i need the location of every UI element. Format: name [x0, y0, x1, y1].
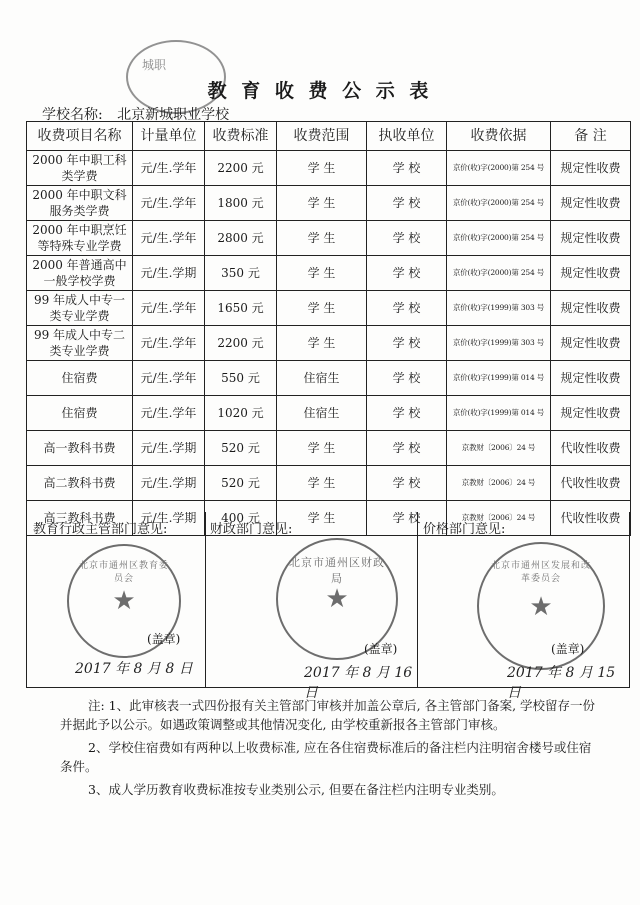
cell-basis: 京价(收)字(2000)第 254 号	[447, 221, 551, 256]
cell-scope: 住宿生	[277, 396, 367, 431]
cell-note: 代收性收费	[551, 501, 631, 536]
cell-collector: 学 校	[367, 151, 447, 186]
notes-section	[60, 696, 600, 803]
seal-star-icon: ★	[325, 584, 349, 614]
page-title: 教 育 收 费 公 示 表	[207, 80, 433, 102]
cell-name: 2000 年普通高中一般学校学费	[27, 256, 133, 291]
cell-collector: 学 校	[367, 431, 447, 466]
finance-stamp-note: (盖章)	[364, 642, 398, 656]
education-stamp-note: (盖章)	[147, 632, 181, 646]
cell-basis: 京价(收)字(1999)第 014 号	[447, 396, 551, 431]
cell-basis: 京教财〔2006〕24 号	[447, 431, 551, 466]
seal-star-icon: ★	[529, 592, 553, 622]
table-row	[27, 151, 631, 186]
cell-standard: 2800 元	[205, 221, 277, 256]
opinion-education	[26, 512, 206, 688]
cell-standard: 400 元	[205, 501, 277, 536]
table-row	[27, 256, 631, 291]
cell-name: 住宿费	[27, 396, 133, 431]
table-row	[27, 221, 631, 256]
cell-collector: 学 校	[367, 361, 447, 396]
cell-unit: 元/生.学年	[133, 151, 205, 186]
header-scope: 收费范围	[277, 122, 367, 151]
header-note: 备 注	[551, 122, 631, 151]
price-date: 2017 年 8 月 15 日	[507, 665, 616, 701]
header-item-name: 收费项目名称	[27, 122, 133, 151]
cell-collector: 学 校	[367, 221, 447, 256]
cell-scope: 学 生	[277, 326, 367, 361]
cell-unit: 元/生.学期	[133, 431, 205, 466]
cell-standard: 550 元	[205, 361, 277, 396]
opinion-price-label: 价格部门意见:	[423, 522, 506, 537]
note-1: 注: 1、此审核表一式四份报有关主管部门审核并加盖公章后, 各主管部门备案, 学校留存一份并据此予以公示。如遇政策调整或其他情况变化, 由学校重新报各主管部门审核。	[60, 698, 596, 732]
corner-seal-text: 城职	[142, 58, 167, 72]
table-row	[27, 291, 631, 326]
table-row	[27, 466, 631, 501]
cell-note: 代收性收费	[551, 431, 631, 466]
cell-basis: 京教财〔2006〕24 号	[447, 466, 551, 501]
finance-date: 2017 年 8 月 16 日	[304, 665, 413, 701]
cell-scope: 学 生	[277, 256, 367, 291]
education-seal-text: 北京市通州区教育委员会	[79, 561, 170, 584]
opinion-price	[417, 512, 630, 701]
cell-scope: 住宿生	[277, 361, 367, 396]
header-unit: 计量单位	[133, 122, 205, 151]
table-row	[27, 361, 631, 396]
fee-table	[26, 121, 631, 536]
header-standard: 收费标准	[205, 122, 277, 151]
price-seal-text: 北京市通州区发展和改革委员会	[491, 561, 592, 584]
cell-name: 2000 年中职烹饪等特殊专业学费	[27, 221, 133, 256]
cell-collector: 学 校	[367, 326, 447, 361]
cell-unit: 元/生.学期	[133, 501, 205, 536]
school-name: 北京新城职业学校	[117, 107, 230, 123]
cell-name: 高一教科书费	[27, 431, 133, 466]
table-row	[27, 186, 631, 221]
cell-collector: 学 校	[367, 396, 447, 431]
cell-note: 规定性收费	[551, 291, 631, 326]
cell-scope: 学 生	[277, 186, 367, 221]
cell-standard: 1800 元	[205, 186, 277, 221]
cell-scope: 学 生	[277, 291, 367, 326]
opinion-finance-label: 财政部门意见:	[210, 522, 293, 537]
cell-unit: 元/生.学年	[133, 291, 205, 326]
cell-name: 高二教科书费	[27, 466, 133, 501]
table-row	[27, 396, 631, 431]
cell-basis: 京价(收)字(1999)第 014 号	[447, 361, 551, 396]
cell-scope: 学 生	[277, 221, 367, 256]
cell-unit: 元/生.学年	[133, 326, 205, 361]
cell-name: 高三教科书费	[27, 501, 133, 536]
finance-seal-text: 北京市通州区财政局	[289, 556, 385, 585]
cell-scope: 学 生	[277, 151, 367, 186]
school-label: 学校名称:	[42, 107, 103, 123]
cell-standard: 2200 元	[205, 151, 277, 186]
cell-note: 规定性收费	[551, 361, 631, 396]
cell-note: 规定性收费	[551, 326, 631, 361]
cell-note: 规定性收费	[551, 151, 631, 186]
cell-unit: 元/生.学年	[133, 361, 205, 396]
header-basis: 收费依据	[447, 122, 551, 151]
header-collector: 执收单位	[367, 122, 447, 151]
cell-name: 99 年成人中专二类专业学费	[27, 326, 133, 361]
table-row	[27, 326, 631, 361]
cell-basis: 京价(收)字(2000)第 254 号	[447, 186, 551, 221]
cell-basis: 京价(收)字(1999)第 303 号	[447, 326, 551, 361]
cell-standard: 2200 元	[205, 326, 277, 361]
cell-standard: 520 元	[205, 466, 277, 501]
cell-note: 规定性收费	[551, 186, 631, 221]
cell-name: 2000 年中职工科类学费	[27, 151, 133, 186]
cell-standard: 520 元	[205, 431, 277, 466]
cell-basis: 京价(收)字(2000)第 254 号	[447, 256, 551, 291]
cell-name: 99 年成人中专一类专业学费	[27, 291, 133, 326]
cell-scope: 学 生	[277, 431, 367, 466]
cell-standard: 1650 元	[205, 291, 277, 326]
cell-basis: 京教财〔2006〕24 号	[447, 501, 551, 536]
table-header-row	[27, 122, 631, 151]
cell-scope: 学 生	[277, 466, 367, 501]
cell-basis: 京价(收)字(2000)第 254 号	[447, 151, 551, 186]
cell-note: 规定性收费	[551, 396, 631, 431]
cell-unit: 元/生.学期	[133, 466, 205, 501]
cell-standard: 1020 元	[205, 396, 277, 431]
table-row	[27, 431, 631, 466]
cell-scope: 学 生	[277, 501, 367, 536]
seal-star-icon: ★	[112, 586, 136, 616]
opinion-education-label: 教育行政主管部门意见:	[33, 522, 168, 537]
cell-note: 规定性收费	[551, 256, 631, 291]
price-seal	[477, 542, 605, 670]
cell-collector: 学 校	[367, 501, 447, 536]
cell-name: 2000 年中职文科服务类学费	[27, 186, 133, 221]
opinion-finance	[204, 512, 418, 701]
cell-collector: 学 校	[367, 256, 447, 291]
cell-unit: 元/生.学年	[133, 396, 205, 431]
education-date: 2017 年 8 月 8 日	[75, 661, 193, 677]
cell-collector: 学 校	[367, 186, 447, 221]
note-2: 2、学校住宿费如有两种以上收费标准, 应在各住宿费标准后的备注栏内注明宿舍楼号或住宿条件。	[60, 740, 592, 774]
cell-note: 代收性收费	[551, 466, 631, 501]
cell-unit: 元/生.学年	[133, 186, 205, 221]
cell-note: 规定性收费	[551, 221, 631, 256]
cell-standard: 350 元	[205, 256, 277, 291]
cell-collector: 学 校	[367, 291, 447, 326]
cell-unit: 元/生.学年	[133, 221, 205, 256]
note-3: 3、成人学历教育收费标准按专业类别公示, 但要在备注栏内注明专业类别。	[88, 782, 504, 797]
cell-name: 住宿费	[27, 361, 133, 396]
cell-collector: 学 校	[367, 466, 447, 501]
price-stamp-note: (盖章)	[551, 642, 585, 656]
cell-basis: 京价(收)字(1999)第 303 号	[447, 291, 551, 326]
cell-unit: 元/生.学期	[133, 256, 205, 291]
